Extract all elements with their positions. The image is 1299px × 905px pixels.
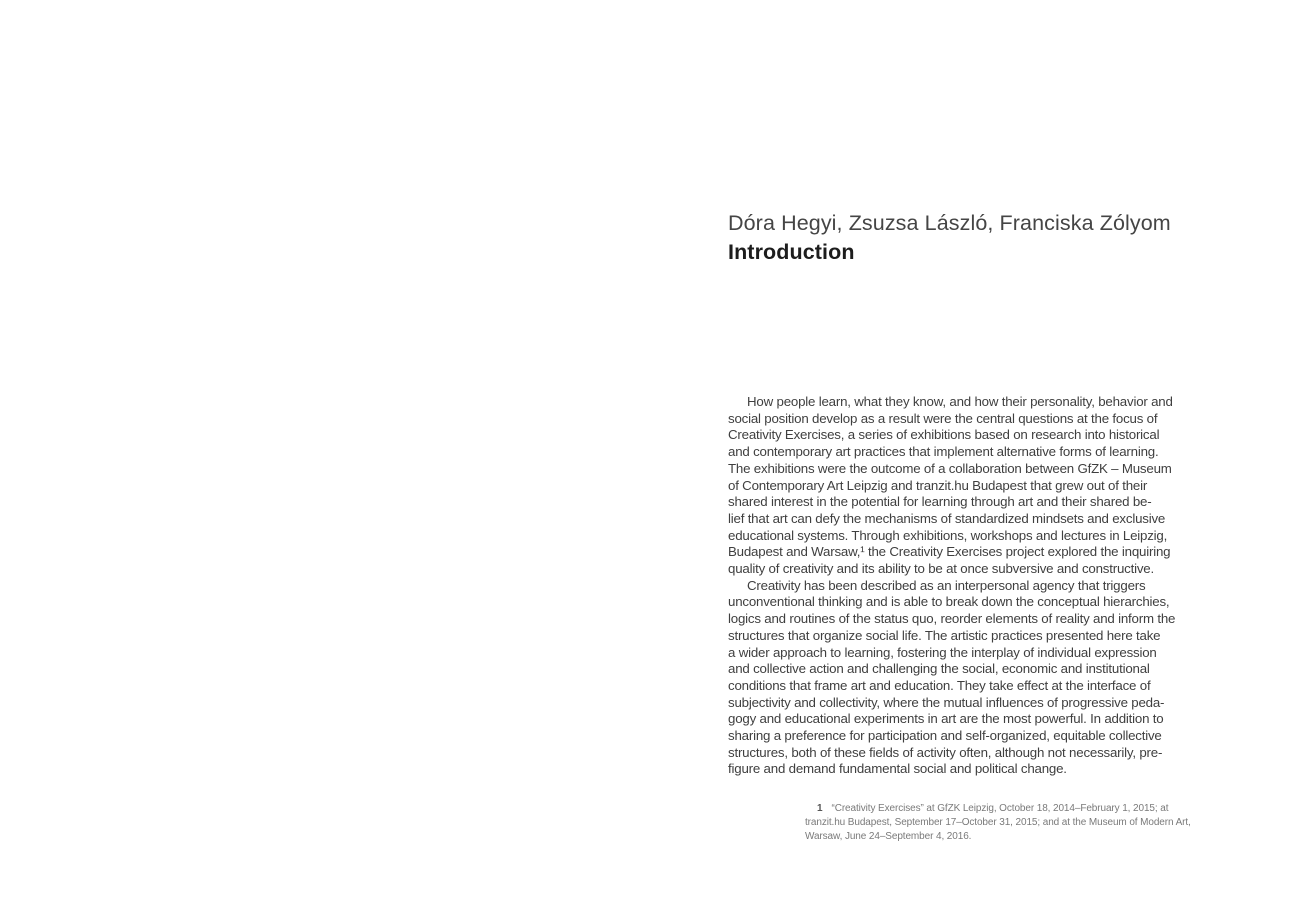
chapter-title: Introduction [728,240,855,264]
body-line: structures that organize social life. The artistic practices presented here take [728,627,1161,643]
footnote-block [805,802,1250,844]
footnote-line: Warsaw, June 24–September 4, 2016. [805,831,972,842]
body-line: The exhibitions were the outcome of a collaboration between GfZK – Museum [728,460,1172,476]
body-paragraph-1 [728,394,1246,578]
footnote-number: 1 [817,803,823,814]
body-line: sharing a preference for participation and self-organized, equitable collective [728,728,1162,744]
body-line: quality of creativity and its ability to be at once subversive and constructive. [728,561,1154,577]
body-line: Creativity has been described as an interpersonal agency that triggers [747,577,1146,593]
body-line: How people learn, what they know, and how their personality, behavior and [747,394,1173,409]
body-line: conditions that frame art and education. They take effect at the interface of [728,677,1151,693]
body-line: a wider approach to learning, fostering the interplay of individual expression [728,644,1157,660]
footnote-text: “Creativity Exercises” at GfZK Leipzig, October 18, 2014–February 1, 2015; at [831,803,1169,814]
authors-line: Dóra Hegyi, Zsuzsa László, Franciska Zólyom [728,211,1171,235]
body-line: social position develop as a result were the central questions at the focus of [728,410,1158,426]
body-line: logics and routines of the status quo, reorder elements of reality and inform the [728,611,1176,627]
body-line: Creativity Exercises, a series of exhibitions based on research into historical [728,427,1160,443]
body-paragraph-2 [728,578,1246,778]
footnote-continuation [805,816,1250,844]
body-line: educational systems. Through exhibitions, workshops and lectures in Leipzig, [728,527,1168,543]
body-line: Budapest and Warsaw,¹ the Creativity Exercises project explored the inquiring [728,544,1171,560]
body-line: lief that art can defy the mechanisms of standardized mindsets and exclusive [728,510,1166,526]
body-line: unconventional thinking and is able to break down the conceptual hierarchies, [728,594,1170,610]
body-line: and contemporary art practices that implement alternative forms of learning. [728,444,1159,460]
body-line: figure and demand fundamental social and political change. [728,761,1067,777]
body-line: subjectivity and collectivity, where the mutual influences of progressive peda- [728,694,1165,710]
body-text-block [728,394,1246,778]
page-heading [728,209,1171,267]
body-line: shared interest in the potential for learning through art and their shared be- [728,494,1152,510]
body-line: of Contemporary Art Leipzig and tranzit.hu Budapest that grew out of their [728,477,1148,493]
body-line: and collective action and challenging the social, economic and institutional [728,661,1150,677]
body-line: structures, both of these fields of activity often, although not necessarily, pre- [728,744,1163,760]
body-line: gogy and educational experiments in art are the most powerful. In addition to [728,711,1164,727]
footnote-first-line [805,802,1250,816]
footnote-line: tranzit.hu Budapest, September 17–October 31, 2015; and at the Museum of Modern Art, [805,817,1191,828]
